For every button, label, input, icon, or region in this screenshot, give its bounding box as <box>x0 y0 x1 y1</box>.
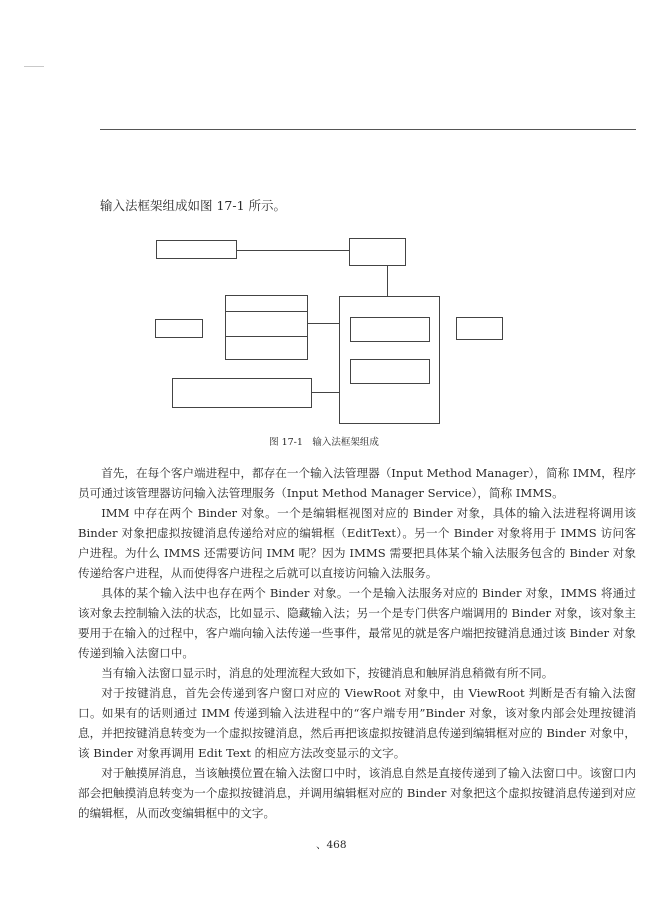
diagram-stack-box <box>225 295 308 360</box>
scan-mark <box>24 66 44 67</box>
body-text <box>78 463 636 823</box>
diagram-box-top-right <box>349 238 406 266</box>
diagram-connector-stack-container <box>308 323 339 324</box>
diagram-box-top-left <box>156 240 237 259</box>
diagram-stack-divider-2 <box>225 336 308 337</box>
input-method-framework-diagram <box>100 228 570 428</box>
diagram-connector-bottom <box>312 392 339 393</box>
diagram-connector-vertical <box>387 266 388 296</box>
diagram-inner-box-upper <box>350 317 430 342</box>
diagram-connector-top <box>237 250 349 251</box>
intro-text: 输入法框架组成如图 17-1 所示。 <box>100 198 287 213</box>
paragraph: 当有输入法窗口显示时，消息的处理流程大致如下，按键消息和触屏消息稍微有所不同。 <box>101 666 554 680</box>
paragraph: IMM 中存在两个 Binder 对象。一个是编辑框视图对应的 Binder 对象，具体的输入法进程将调用该 Binder 对象把虚拟按键消息传递给对应的编辑框（EditText）。另一个 Binder 对象将用于 IMMS 访问客户进程。为什么 IMMS 还需要访问 IMM 呢？因为 IMMS 需要把具体某个输入法服务包含的 Binder 对象传递给客户进程，从而使得客户进程之后就可以直接访问输入法服务。 <box>78 506 636 580</box>
paragraph: 对于触摸屏消息，当该触摸位置在输入法窗口中时，该消息自然是直接传递到了输入法窗口中。该窗口内部会把触摸消息转变为一个虚拟按键消息，并调用编辑框对应的 Binder 对象把这个虚拟按键消息传递到对应的编辑框，从而改变编辑框中的文字。 <box>78 766 636 820</box>
diagram-inner-box-lower <box>350 359 430 384</box>
page-number: 、468 <box>316 839 347 851</box>
diagram-box-right-outer <box>456 317 503 340</box>
header-rule <box>100 129 636 130</box>
diagram-box-left <box>155 319 203 338</box>
paragraph: 首先，在每个客户端进程中，都存在一个输入法管理器（Input Method Manager），简称 IMM，程序员可通过该管理器访问输入法管理服务（Input Method Manager Service），简称 IMMS。 <box>78 466 636 500</box>
figure-caption: 图 17-1 输入法框架组成 <box>269 437 379 448</box>
diagram-box-bottom <box>172 378 312 408</box>
paragraph: 对于按键消息，首先会传递到客户窗口对应的 ViewRoot 对象中，由 ViewRoot 判断是否有输入法窗口。如果有的话则通过 IMM 传递到输入法进程中的“客户端专用”Binder 对象，该对象内部会处理按键消息，并把按键消息转变为一个虚拟按键消息，然后再把该虚拟按键消息传递到编辑框对应的 Binder 对象中，该 Binder 对象再调用 Edit Text 的相应方法改变显示的文字。 <box>78 686 636 760</box>
diagram-stack-divider-1 <box>225 311 308 312</box>
paragraph: 具体的某个输入法中也存在两个 Binder 对象。一个是输入法服务对应的 Binder 对象，IMMS 将通过该对象去控制输入法的状态，比如显示、隐藏输入法；另一个是专门供客户端调用的 Binder 对象，该对象主要用于在输入的过程中，客户端向输入法传递一些事件，最常见的就是客户端把按键消息通过该 Binder 对象传递到输入法窗口中。 <box>78 586 636 660</box>
